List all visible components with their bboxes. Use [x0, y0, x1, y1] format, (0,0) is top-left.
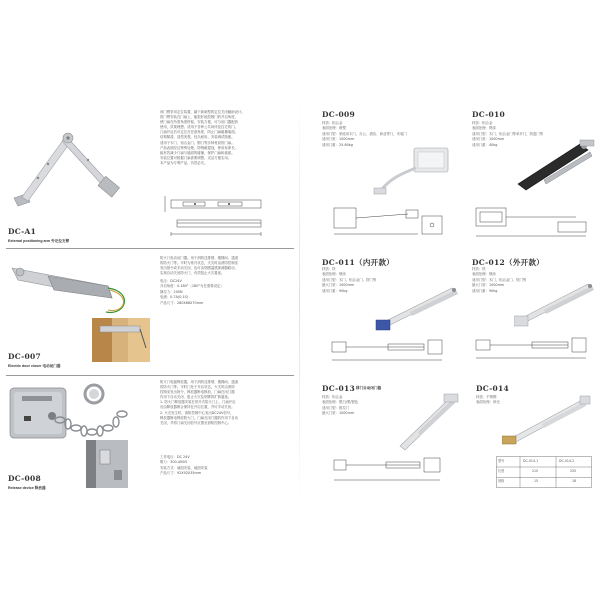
dc-013-caption: 移门自动闭门器	[356, 386, 382, 390]
dc-010-specs: 材质：铝合金 表面处理：烤漆 适用门型：木门、铝合金门等单开门，防盗门等 适用门宽：1000mm 适用门重：40kg	[472, 121, 544, 147]
table-cell: 长度	[498, 469, 505, 473]
dc-a1-model: DC-A1	[8, 227, 37, 236]
dc-010-closer-photo	[514, 136, 598, 196]
dc-013-model: DC-013	[322, 384, 356, 393]
dc-014-closer-photo	[502, 392, 592, 448]
dc-007-caption: Electric door closer 电动闭门器	[8, 364, 61, 368]
dc-014-specs: 材质：不锈钢 表面处理：砂光	[476, 395, 500, 405]
dc-007-closer-photo	[8, 258, 128, 318]
dc-a1-description: 该门臂采用定位装置，属于新颖型的定位关闭辅助设计。 将门臂安装在门扇上，能很好地控制门的开启角度， 使门扇在所需角度停留，安装方便，可与闭门器配套 使用，效果理想。适用于各种公共场所及住宅的门。 门扇开启后可定位在任意角度，防止门扇碰撞墙面。 结构紧凑，造型美观，经久耐用，安装调试简便。 适用于木门、铝合金门、钢门等多种材质的门扇。 产品表面经过特殊处理，防锈耐腐蚀，使用寿命长。 能有效减少门扇与墙面的碰撞，保护门扇和墙面。 安装位置可根据门扇需要调整，灵活方便实用。 本产品为专利产品，仿冒必究。	[160, 110, 245, 165]
dc-010-technical-drawing	[472, 202, 592, 242]
table-cell: 210	[532, 469, 539, 473]
dc-014-model: DC-014	[476, 384, 510, 393]
dc-011-closer-photo	[370, 282, 460, 334]
table-cell: DC-014-2	[559, 459, 575, 463]
dc-011-specs: 材质：铁 表面处理：喷涂 适用门型：木门、铝合金门、铁门等 最大门宽：1000mm 适用门重：90kg	[322, 267, 377, 293]
dc-012-technical-drawing	[472, 334, 592, 364]
dc-011-model: DC-011（内开款）	[322, 258, 395, 267]
table-cell: 18	[572, 479, 577, 483]
dc-008-door-photo	[86, 440, 128, 488]
dc-008-specs: 工作电压：DC 24V 吸力：300-400N 安装方式：墙面安装、地面安装 产品尺寸：92X92X35mm	[160, 455, 208, 476]
dc-007-description: 防火门电动闭门器。用于消防送排烟、楼梯间、通道 的防火门等。平时为常开状态，火灾时由消防控制室 发出指令或手动关闭，也可由烟感温感探测器联动， 实现自动关闭防火门，有效阻止火灾蔓延。	[160, 256, 238, 276]
dc-a1-technical-drawing	[163, 192, 273, 240]
dc-012-closer-photo	[514, 280, 596, 330]
right-catalog-page	[300, 0, 600, 600]
dc-009-closer-photo	[370, 144, 460, 198]
dc-a1-arm-photo	[8, 118, 128, 208]
dc-012-model: DC-012（外开款）	[472, 258, 545, 267]
table-cell: 型号	[498, 459, 505, 463]
dc-007-model: DC-007	[8, 352, 42, 361]
dc-009-specs: 材质：铝合金 表面处理：喷塑 适用门型：家庭用木门、办公、酒店、商业等门，安装门 适用门宽：1000mm 适用门重：25-60kg	[322, 121, 407, 147]
table-cell: 15	[534, 479, 539, 483]
table-cell: DC-014-1	[523, 459, 539, 463]
dc-012-specs: 材质：铁 表面处理：喷涂 适用门型：木门、铝合金门、铁门等 最大门宽：1000mm 适用门重：90kg	[472, 267, 527, 293]
dc-a1-caption: External positioning arm 外定位支臂	[8, 239, 70, 243]
dc-013-technical-drawing	[330, 452, 450, 486]
table-cell: 规格	[498, 479, 505, 483]
dc-008-caption: Release device 释放器	[8, 486, 46, 490]
dc-011-technical-drawing	[328, 336, 448, 366]
dc-009-model: DC-009	[322, 110, 356, 119]
dc-013-specs: 材质：铝合金 表面处理：银白/黑/银色 适用门型：推拉门 最大门宽：1000mm	[322, 395, 359, 416]
dc-007-specs: 电压：DC24V 开启角度：0-180°（180°为在需要设定） 静拉力：200N 电流：0.7A(0.1S) 产品尺寸：280X68X70mm	[160, 279, 224, 305]
dc-014-spec-table	[496, 456, 592, 488]
dc-008-description: 防火门电磁释放器，用于消防送排烟、楼梯间、通道 的防火门等。平时门处于开启状态，火灾时由消防 控制室发出指令，释放器断电释放，门扇在闭门器 作用下自动关闭，阻止火灾及烟雾的扩散蔓延。 1. 防火门释放器安装在常开式防火门上，门扇开启 后由释放器吸合保持在开启位置，并可手动关闭。 2. 火灾发生时，消防控制中心发出DC24V信号， 释放器断电释放防火门，门扇在闭门器的作用下自动 关闭，并将门扇关闭信号反馈至消防控制中心。	[160, 380, 238, 425]
dc-013-closer-photo	[392, 392, 462, 452]
dc-008-model: DC-008	[8, 474, 42, 483]
dc-007-installed-photo	[92, 318, 150, 362]
section-divider	[6, 248, 294, 249]
dc-010-model: DC-010	[472, 110, 506, 119]
dc-009-technical-drawing	[328, 200, 448, 240]
table-cell: 250	[570, 469, 577, 473]
section-divider	[6, 375, 294, 376]
